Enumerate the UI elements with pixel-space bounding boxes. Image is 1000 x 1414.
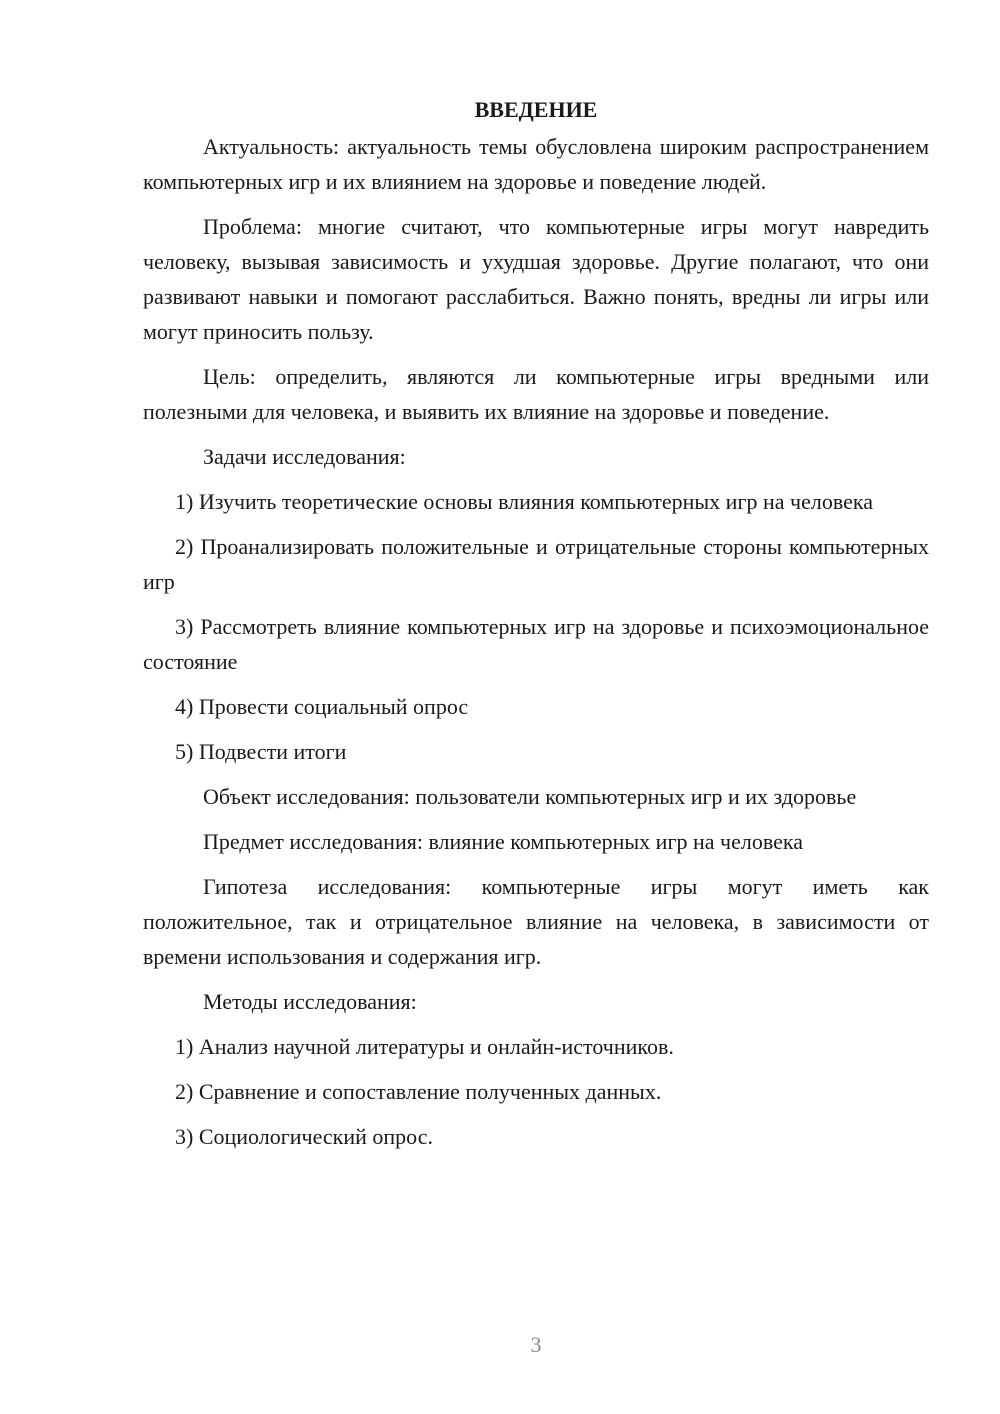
method-item-2: 2) Сравнение и сопоставление полученных данных. [175, 1079, 662, 1104]
paragraph-tasks-heading: Задачи исследования: [203, 444, 406, 469]
method-item-3: 3) Социологический опрос. [175, 1124, 433, 1149]
paragraph-subject: Предмет исследования: влияние компьютерных игр на человека [203, 829, 803, 854]
paragraph-goal: Цель: определить, являются ли компьютерные игры вредными или полезными для человека, и выявить их влияние на здоровье и поведение. [143, 364, 929, 424]
task-item-5: 5) Подвести итоги [175, 739, 347, 764]
paragraph-methods-heading: Методы исследования: [203, 989, 417, 1014]
page-title: ВВЕДЕНИЕ [474, 97, 598, 122]
page-content [143, 92, 929, 1164]
task-item-3: 3) Рассмотреть влияние компьютерных игр на здоровье и психоэмоциональное состояние [143, 614, 929, 674]
paragraph-hypothesis: Гипотеза исследования: компьютерные игры могут иметь как положительное, так и отрицательное влияние на человека, в зависимости от времени использования и содержания игр. [143, 874, 929, 969]
method-item-1: 1) Анализ научной литературы и онлайн-источников. [175, 1034, 674, 1059]
task-item-4: 4) Провести социальный опрос [175, 694, 469, 719]
paragraph-object: Объект исследования: пользователи компьютерных игр и их здоровье [203, 784, 857, 809]
task-item-1: 1) Изучить теоретические основы влияния компьютерных игр на человека [175, 489, 873, 514]
paragraph-relevance: Актуальность: актуальность темы обусловлена широким распространением компьютерных игр и их влиянием на здоровье и поведение людей. [143, 134, 929, 194]
task-item-2: 2) Проанализировать положительные и отрицательные стороны компьютерных игр [143, 534, 929, 594]
paragraph-problem: Проблема: многие считают, что компьютерные игры могут навредить человеку, вызывая зависимость и ухудшая здоровье. Другие полагают, что они развивают навыки и помогают расслабиться. Важно понять, вредны ли игры или могут приносить пользу. [143, 214, 929, 344]
page-number: 3 [530, 1332, 542, 1357]
